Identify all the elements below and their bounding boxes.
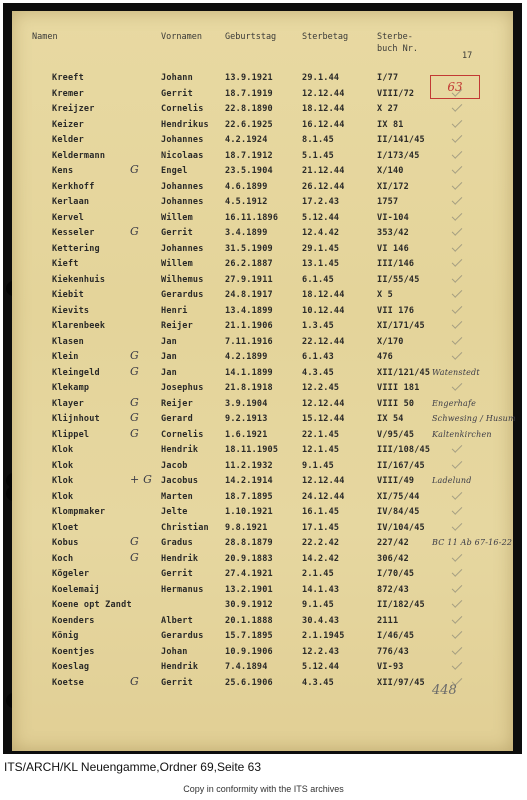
cell-name: Kervel <box>52 212 84 223</box>
cell-death-date: 10.12.44 <box>302 305 345 316</box>
cell-death-date: 4.3.45 <box>302 677 334 688</box>
cell-birth-date: 7.4.1894 <box>225 662 268 672</box>
cell-first-name: Albert <box>161 615 193 626</box>
cell-first-name: Johann <box>161 73 193 83</box>
cell-first-name: Jacob <box>161 460 188 471</box>
cell-birth-date: 9.8.1921 <box>225 522 268 533</box>
red-stamp: 63 <box>430 75 480 99</box>
cell-birth-date: 30.9.1912 <box>225 600 273 610</box>
cell-first-name: Josephus <box>161 383 204 393</box>
header-birth: Geburtstag <box>225 32 277 42</box>
cell-death-date: 4.3.45 <box>302 367 334 378</box>
cell-first-name: Jacobus <box>161 476 199 486</box>
check-mark-icon <box>452 179 463 190</box>
cell-book-number: 227/42 <box>377 538 409 548</box>
cell-birth-date: 18.7.1895 <box>225 491 273 502</box>
cell-name: Klompmaker <box>52 507 106 517</box>
cell-first-name: Gerrit <box>161 228 193 238</box>
copy-note: Copy in conformity with the ITS archives <box>183 784 344 794</box>
check-mark-icon <box>452 349 463 360</box>
header-book-1: Sterbe- <box>377 32 413 42</box>
cell-book-number: X 27 <box>377 104 399 114</box>
cell-birth-date: 1.10.1921 <box>225 507 273 517</box>
cell-birth-date: 4.2.1924 <box>225 135 268 145</box>
cell-first-name: Cornelis <box>161 429 204 440</box>
cell-birth-date: 24.8.1917 <box>225 290 273 300</box>
cell-birth-date: 4.6.1899 <box>225 181 268 192</box>
scanned-document <box>3 3 522 754</box>
cell-first-name: Johannes <box>161 197 204 207</box>
cell-name: Kerlaan <box>52 197 90 207</box>
handwritten-note: Watenstedt <box>432 367 480 377</box>
cell-first-name: Gerardus <box>161 290 204 300</box>
cell-birth-date: 9.2.1913 <box>225 414 268 424</box>
cell-first-name: Jan <box>161 367 177 378</box>
cell-name: Kleingeld <box>52 367 100 378</box>
cell-first-name: Cornelis <box>161 104 204 114</box>
check-mark-icon <box>452 303 463 314</box>
cell-death-date: 9.1.45 <box>302 460 334 471</box>
cell-first-name: Hendrik <box>161 445 199 455</box>
document-page <box>12 11 516 751</box>
cell-birth-date: 11.2.1932 <box>225 460 273 471</box>
cell-death-date: 12.12.44 <box>302 88 345 99</box>
check-mark-icon <box>452 458 463 469</box>
handwritten-g-mark: G <box>130 550 139 564</box>
cell-first-name: Jelte <box>161 507 188 517</box>
cell-name: Klok <box>52 476 74 486</box>
cell-birth-date: 22.8.1890 <box>225 104 273 114</box>
cell-first-name: Johan <box>161 646 188 657</box>
cell-death-date: 12.2.45 <box>302 383 340 393</box>
cell-birth-date: 21.1.1906 <box>225 321 273 331</box>
cell-book-number: XI/75/44 <box>377 491 420 502</box>
check-mark-icon <box>452 148 463 159</box>
cell-death-date: 17.1.45 <box>302 522 340 533</box>
cell-death-date: 6.1.43 <box>302 352 334 362</box>
handwritten-g-mark: G <box>130 395 139 409</box>
cell-death-date: 22.12.44 <box>302 336 345 347</box>
cell-name: Klekamp <box>52 383 90 393</box>
cell-name: Kreeft <box>52 73 84 83</box>
cell-birth-date: 20.9.1883 <box>225 553 273 564</box>
cell-birth-date: 13.4.1899 <box>225 305 273 316</box>
cell-book-number: 872/43 <box>377 584 409 595</box>
cell-first-name: Nicolaas <box>161 150 204 161</box>
cell-first-name: Johannes <box>161 135 204 145</box>
cell-name: Kremer <box>52 88 84 99</box>
cell-book-number: II/182/45 <box>377 600 425 610</box>
check-mark-icon <box>452 659 463 670</box>
cell-name: Kieft <box>52 259 79 269</box>
cell-birth-date: 7.11.1916 <box>225 336 273 347</box>
cell-death-date: 14.2.42 <box>302 553 340 564</box>
check-mark-icon <box>452 287 463 298</box>
handwritten-g-mark: G <box>130 225 139 238</box>
handwritten-note: Schwesing / Husum <box>432 414 516 423</box>
cell-book-number: II/55/45 <box>377 274 420 285</box>
cell-name: Keizer <box>52 119 84 130</box>
cell-first-name: Johannes <box>161 181 204 192</box>
cell-death-date: 5.12.44 <box>302 212 340 223</box>
cell-book-number: IX 81 <box>377 119 404 130</box>
check-mark-icon <box>452 380 463 391</box>
cell-book-number: V/95/45 <box>377 429 415 440</box>
cell-book-number: VIII 50 <box>377 398 415 409</box>
cell-death-date: 24.12.44 <box>302 491 345 502</box>
cell-book-number: X/140 <box>377 166 404 176</box>
cell-name: Keldermann <box>52 150 106 161</box>
cell-first-name: Hendrik <box>161 662 199 672</box>
handwritten-note: Ladelund <box>432 476 472 485</box>
check-mark-icon <box>452 210 463 221</box>
cell-book-number: X/170 <box>377 336 404 347</box>
cell-name: Kerkhoff <box>52 181 95 192</box>
cell-first-name: Gerrit <box>161 677 193 688</box>
cell-name: Klok <box>52 445 74 455</box>
cell-book-number: VII 176 <box>377 305 415 316</box>
cell-book-number: XI/172 <box>377 181 409 192</box>
check-mark-icon <box>452 504 463 515</box>
cell-book-number: 776/43 <box>377 646 409 657</box>
cell-book-number: VIII 181 <box>377 383 420 393</box>
cell-name: Kiekenhuis <box>52 274 106 285</box>
cell-death-date: 13.1.45 <box>302 259 340 269</box>
cell-name: Klayer <box>52 398 84 409</box>
cell-book-number: XII/97/45 <box>377 677 425 688</box>
cell-book-number: I/173/45 <box>377 150 420 161</box>
cell-death-date: 12.12.44 <box>302 398 345 409</box>
cell-death-date: 22.2.42 <box>302 538 340 548</box>
cell-birth-date: 22.6.1925 <box>225 119 273 130</box>
cell-book-number: X 5 <box>377 290 393 300</box>
cell-death-date: 21.12.44 <box>302 166 345 176</box>
check-mark-icon <box>452 551 463 562</box>
cell-birth-date: 20.1.1888 <box>225 615 273 626</box>
cell-death-date: 17.2.43 <box>302 197 340 207</box>
cell-book-number: VIII/72 <box>377 88 415 99</box>
cell-book-number: 353/42 <box>377 228 409 238</box>
cell-first-name: Gerardus <box>161 631 204 641</box>
cell-death-date: 9.1.45 <box>302 600 334 610</box>
check-mark-icon <box>452 520 463 531</box>
handwritten-mark: 448 <box>432 683 457 698</box>
cell-first-name: Gerrit <box>161 88 193 99</box>
cell-birth-date: 13.2.1901 <box>225 584 273 595</box>
cell-first-name: Jan <box>161 336 177 347</box>
cell-name: Klok <box>52 460 74 471</box>
cell-death-date: 12.1.45 <box>302 445 340 455</box>
cell-book-number: 2111 <box>377 615 399 626</box>
cell-book-number: III/108/45 <box>377 445 431 455</box>
cell-first-name: Wilhemus <box>161 274 204 285</box>
cell-death-date: 22.1.45 <box>302 429 340 440</box>
cell-birth-date: 4.2.1899 <box>225 352 268 362</box>
cell-name: König <box>52 631 79 641</box>
check-mark-icon <box>452 597 463 608</box>
cell-birth-date: 31.5.1909 <box>225 243 273 254</box>
cell-name: Klein <box>52 352 79 362</box>
check-mark-icon <box>452 163 463 174</box>
cell-birth-date: 3.4.1899 <box>225 228 268 238</box>
cell-book-number: IV/84/45 <box>377 507 420 517</box>
cell-book-number: IX 54 <box>377 414 404 424</box>
cell-name: Klarenbeek <box>52 321 106 331</box>
cell-first-name: Hendrikus <box>161 119 209 130</box>
check-mark-icon <box>452 442 463 453</box>
check-mark-icon <box>452 117 463 128</box>
cell-name: Klasen <box>52 336 84 347</box>
cell-first-name: Willem <box>161 259 193 269</box>
header-death: Sterbetag <box>302 32 349 42</box>
cell-book-number: 306/42 <box>377 553 409 564</box>
cell-name: Koetse <box>52 677 84 688</box>
handwritten-note: Engerhafe <box>432 398 477 408</box>
handwritten-g-mark: G <box>130 535 139 548</box>
check-mark-icon <box>452 334 463 345</box>
cell-death-date: 2.1.45 <box>302 569 334 579</box>
cell-birth-date: 3.9.1904 <box>225 398 268 409</box>
handwritten-g-mark: G <box>130 426 139 440</box>
cell-birth-date: 27.4.1921 <box>225 569 273 579</box>
cell-birth-date: 14.1.1899 <box>225 367 273 378</box>
cell-death-date: 2.1.1945 <box>302 631 345 641</box>
cell-book-number: XII/121/45 <box>377 367 431 378</box>
cell-first-name: Hendrik <box>161 553 199 564</box>
cell-death-date: 18.12.44 <box>302 290 345 300</box>
handwritten-g-mark: + G <box>130 473 153 486</box>
cell-name: Kettering <box>52 243 100 254</box>
check-mark-icon <box>452 256 463 267</box>
cell-death-date: 29.1.44 <box>302 73 340 83</box>
check-mark-icon <box>452 132 463 143</box>
cell-name: Klok <box>52 491 74 502</box>
cell-birth-date: 14.2.1914 <box>225 476 273 486</box>
cell-first-name: Gradus <box>161 538 193 548</box>
cell-death-date: 29.1.45 <box>302 243 340 254</box>
cell-name: Kreijzer <box>52 104 95 114</box>
cell-death-date: 5.12.44 <box>302 662 340 672</box>
check-mark-icon <box>452 194 463 205</box>
cell-first-name: Hermanus <box>161 584 204 595</box>
cell-book-number: 476 <box>377 352 393 362</box>
cell-birth-date: 1.6.1921 <box>225 429 268 440</box>
cell-book-number: III/146 <box>377 259 415 269</box>
cell-birth-date: 15.7.1895 <box>225 631 273 641</box>
cell-book-number: II/141/45 <box>377 135 425 145</box>
cell-name: Kiebit <box>52 290 84 300</box>
handwritten-g-mark: G <box>130 163 139 176</box>
cell-death-date: 12.2.43 <box>302 646 340 657</box>
cell-book-number: IV/104/45 <box>377 522 425 533</box>
check-mark-icon <box>452 272 463 283</box>
check-mark-icon <box>452 489 463 500</box>
cell-name: Kesseler <box>52 228 95 238</box>
cell-first-name: Gerrit <box>161 569 193 579</box>
cell-book-number: VIII/49 <box>377 476 415 486</box>
cell-birth-date: 4.5.1912 <box>225 197 268 207</box>
cell-birth-date: 27.9.1911 <box>225 274 273 285</box>
page-number: 17 <box>462 51 473 61</box>
cell-book-number: I/77 <box>377 73 399 83</box>
check-mark-icon <box>452 613 463 624</box>
cell-first-name: Jan <box>161 352 177 362</box>
header-book-2: buch Nr. <box>377 44 418 54</box>
cell-birth-date: 16.11.1896 <box>225 212 279 223</box>
cell-book-number: VI-93 <box>377 662 404 672</box>
cell-book-number: II/167/45 <box>377 460 425 471</box>
cell-birth-date: 28.8.1879 <box>225 538 273 548</box>
cell-name: Koene opt Zandt <box>52 600 132 610</box>
cell-book-number: VI-104 <box>377 212 409 223</box>
cell-birth-date: 23.5.1904 <box>225 166 273 176</box>
cell-name: Kens <box>52 166 74 176</box>
cell-name: Koch <box>52 553 74 564</box>
cell-book-number: 1757 <box>377 197 399 207</box>
cell-name: Koeslag <box>52 662 90 672</box>
cell-death-date: 6.1.45 <box>302 274 334 285</box>
cell-birth-date: 18.11.1905 <box>225 445 279 455</box>
cell-name: Koelemaij <box>52 584 100 595</box>
cell-death-date: 14.1.43 <box>302 584 340 595</box>
cell-book-number: XI/171/45 <box>377 321 425 331</box>
handwritten-note: BC 11 Ab 67-16-22 <box>432 538 513 547</box>
handwritten-g-mark: G <box>130 364 139 378</box>
handwritten-g-mark: G <box>130 674 139 688</box>
header-name: Namen <box>32 32 58 42</box>
cell-death-date: 1.3.45 <box>302 321 334 331</box>
handwritten-g-mark: G <box>130 349 139 362</box>
cell-birth-date: 26.2.1887 <box>225 259 273 269</box>
cell-death-date: 15.12.44 <box>302 414 345 424</box>
check-mark-icon <box>452 86 463 97</box>
check-mark-icon <box>452 644 463 655</box>
cell-death-date: 8.1.45 <box>302 135 334 145</box>
cell-book-number: I/46/45 <box>377 631 415 641</box>
cell-first-name: Willem <box>161 212 193 223</box>
cell-name: Kögeler <box>52 569 90 579</box>
cell-first-name: Henri <box>161 305 188 316</box>
cell-name: Klippel <box>52 429 90 440</box>
cell-birth-date: 10.9.1906 <box>225 646 273 657</box>
cell-first-name: Christian <box>161 522 209 533</box>
handwritten-g-mark: G <box>130 411 139 424</box>
cell-first-name: Reijer <box>161 321 193 331</box>
cell-first-name: Gerard <box>161 414 193 424</box>
cell-birth-date: 25.6.1906 <box>225 677 273 688</box>
cell-death-date: 5.1.45 <box>302 150 334 161</box>
header-first-name: Vornamen <box>161 32 202 42</box>
cell-name: Kelder <box>52 135 84 145</box>
handwritten-note: Kaltenkirchen <box>432 429 492 439</box>
cell-death-date: 18.12.44 <box>302 104 345 114</box>
cell-birth-date: 13.9.1921 <box>225 73 273 83</box>
cell-death-date: 12.12.44 <box>302 476 345 486</box>
archive-caption: ITS/ARCH/KL Neuengamme,Ordner 69,Seite 63 <box>4 760 262 774</box>
cell-name: Kievits <box>52 305 90 316</box>
cell-death-date: 16.12.44 <box>302 119 345 130</box>
cell-birth-date: 18.7.1919 <box>225 88 273 99</box>
cell-death-date: 30.4.43 <box>302 615 340 626</box>
cell-first-name: Engel <box>161 166 188 176</box>
check-mark-icon <box>452 101 463 112</box>
check-mark-icon <box>452 582 463 593</box>
cell-first-name: Marten <box>161 491 193 502</box>
cell-birth-date: 21.8.1918 <box>225 383 273 393</box>
cell-death-date: 12.4.42 <box>302 228 340 238</box>
cell-name: Koenders <box>52 615 95 626</box>
cell-book-number: VI 146 <box>377 243 409 254</box>
cell-death-date: 26.12.44 <box>302 181 345 192</box>
cell-book-number: I/70/45 <box>377 569 415 579</box>
check-mark-icon <box>452 318 463 329</box>
cell-first-name: Johannes <box>161 243 204 254</box>
check-mark-icon <box>452 628 463 639</box>
cell-death-date: 16.1.45 <box>302 507 340 517</box>
cell-name: Koentjes <box>52 646 95 657</box>
cell-name: Kloet <box>52 522 79 533</box>
cell-name: Klijnhout <box>52 414 100 424</box>
check-mark-icon <box>452 241 463 252</box>
cell-birth-date: 18.7.1912 <box>225 150 273 161</box>
check-mark-icon <box>452 225 463 236</box>
cell-name: Kobus <box>52 538 79 548</box>
cell-first-name: Reijer <box>161 398 193 409</box>
check-mark-icon <box>452 566 463 577</box>
